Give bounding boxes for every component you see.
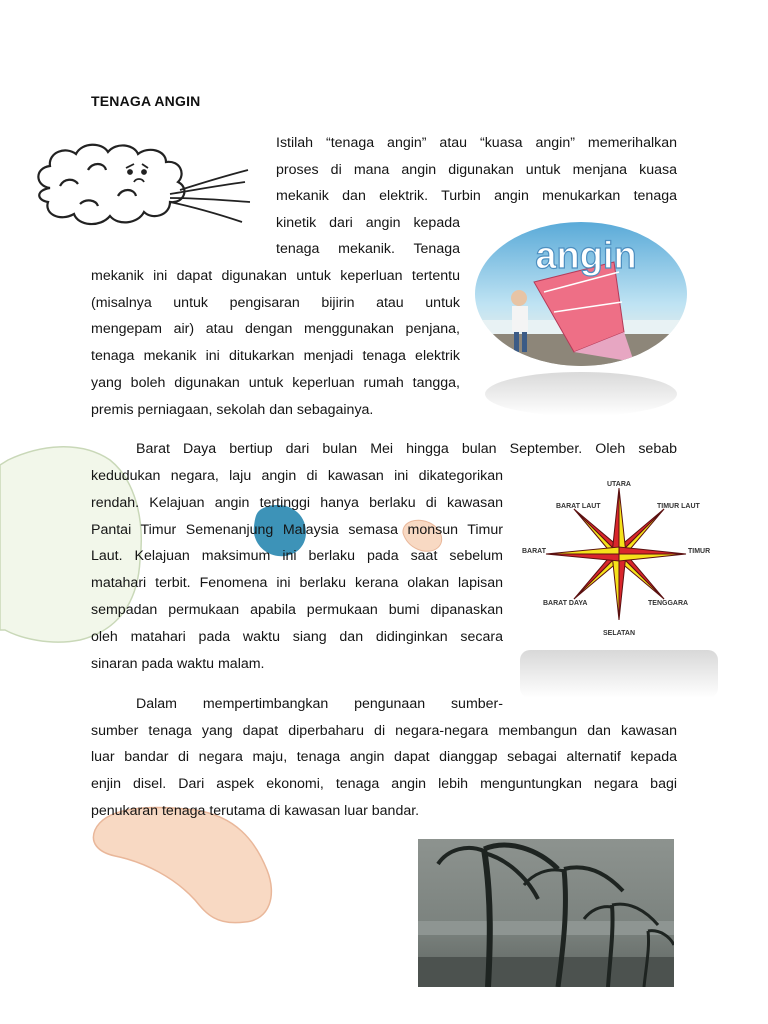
compass-label-northwest: BARAT LAUT [556,503,601,510]
text-line: Laut. Kelajuan maksimum ini berlaku pada saat sebelum [91,548,503,564]
compass-label-west: BARAT [522,548,546,555]
compass-label-northeast: TIMUR LAUT [657,503,700,510]
compass-label-east: TIMUR [688,548,711,555]
compass-label-southwest: BARAT DAYA [543,600,588,607]
page-title: TENAGA ANGIN [91,93,201,109]
compass-rose-diagram [516,474,720,704]
text-line: enjin disel. Dari aspek ekonomi, tenaga angin lebih menguntungkan negara bagi [91,776,677,792]
text-line: rendah. Kelajuan angin tertinggi hanya berlaku di kawasan [91,495,503,511]
text-line: premis perniagaan, sekolah dan sebagainya. [91,402,374,418]
text-line: mengepam air) atau dengan menggunakan penjana, [91,321,460,337]
text-line: yang boleh digunakan untuk keperluan rumah tangga, [91,375,460,391]
text-line: kinetik dari angin kepada [276,215,460,231]
text-line: (misalnya untuk pengisaran bijirin atau untuk [91,295,460,311]
text-line: mekanik dan elektrik. Turbin angin menukarkan tenaga [276,188,677,204]
text-line: mekanik ini dapat digunakan untuk keperluan tertentu [91,268,460,284]
text-line: matahari terbit. Fenomena ini berlaku kerana olakan lapisan [91,575,503,591]
text-line: sempadan permukaan apabila permukaan bumi dipanaskan [91,602,503,618]
text-line: penukaran tenaga terutama di kawasan luar bandar. [91,803,420,819]
storm-palm-trees-photo [418,839,674,987]
text-line: tenaga mekanik ini ditukarkan menjadi tenaga elektrik [91,348,460,364]
compass-label-north: UTARA [607,481,631,488]
text-line: kedudukan negara, laju angin di kawasan ini dikategorikan [91,468,503,484]
text-line: luar bandar di negara maju, tenaga angin dapat dianggap sebagai alternatif kepada [91,749,677,765]
kite-photo [474,222,688,417]
text-line: sumber tenaga yang dapat diperbaharu di negara-negara membangun dan kawasan [91,723,677,739]
text-line: Pantai Timur Semenanjung Malaysia semasa monsun Timur [91,522,503,538]
compass-label-southeast: TENGGARA [648,600,689,607]
text-line: proses di mana angin digunakan untuk menjana kuasa [276,162,677,178]
text-line: tenaga mekanik. Tenaga [276,241,460,257]
compass-label-south: SELATAN [602,630,636,637]
text-line: Barat Daya bertiup dari bulan Mei hingga bulan September. Oleh sebab [136,441,677,457]
text-line: Istilah “tenaga angin” atau “kuasa angin” memerihalkan [276,135,677,151]
text-line: oleh matahari pada waktu siang dan didinginkan secara [91,629,503,645]
kite-word: angin [535,235,637,277]
wind-cloud-icon [30,138,255,238]
text-line: sinaran pada waktu malam. [91,656,265,672]
text-line: Dalam mempertimbangkan pengunaan sumber- [136,696,503,712]
